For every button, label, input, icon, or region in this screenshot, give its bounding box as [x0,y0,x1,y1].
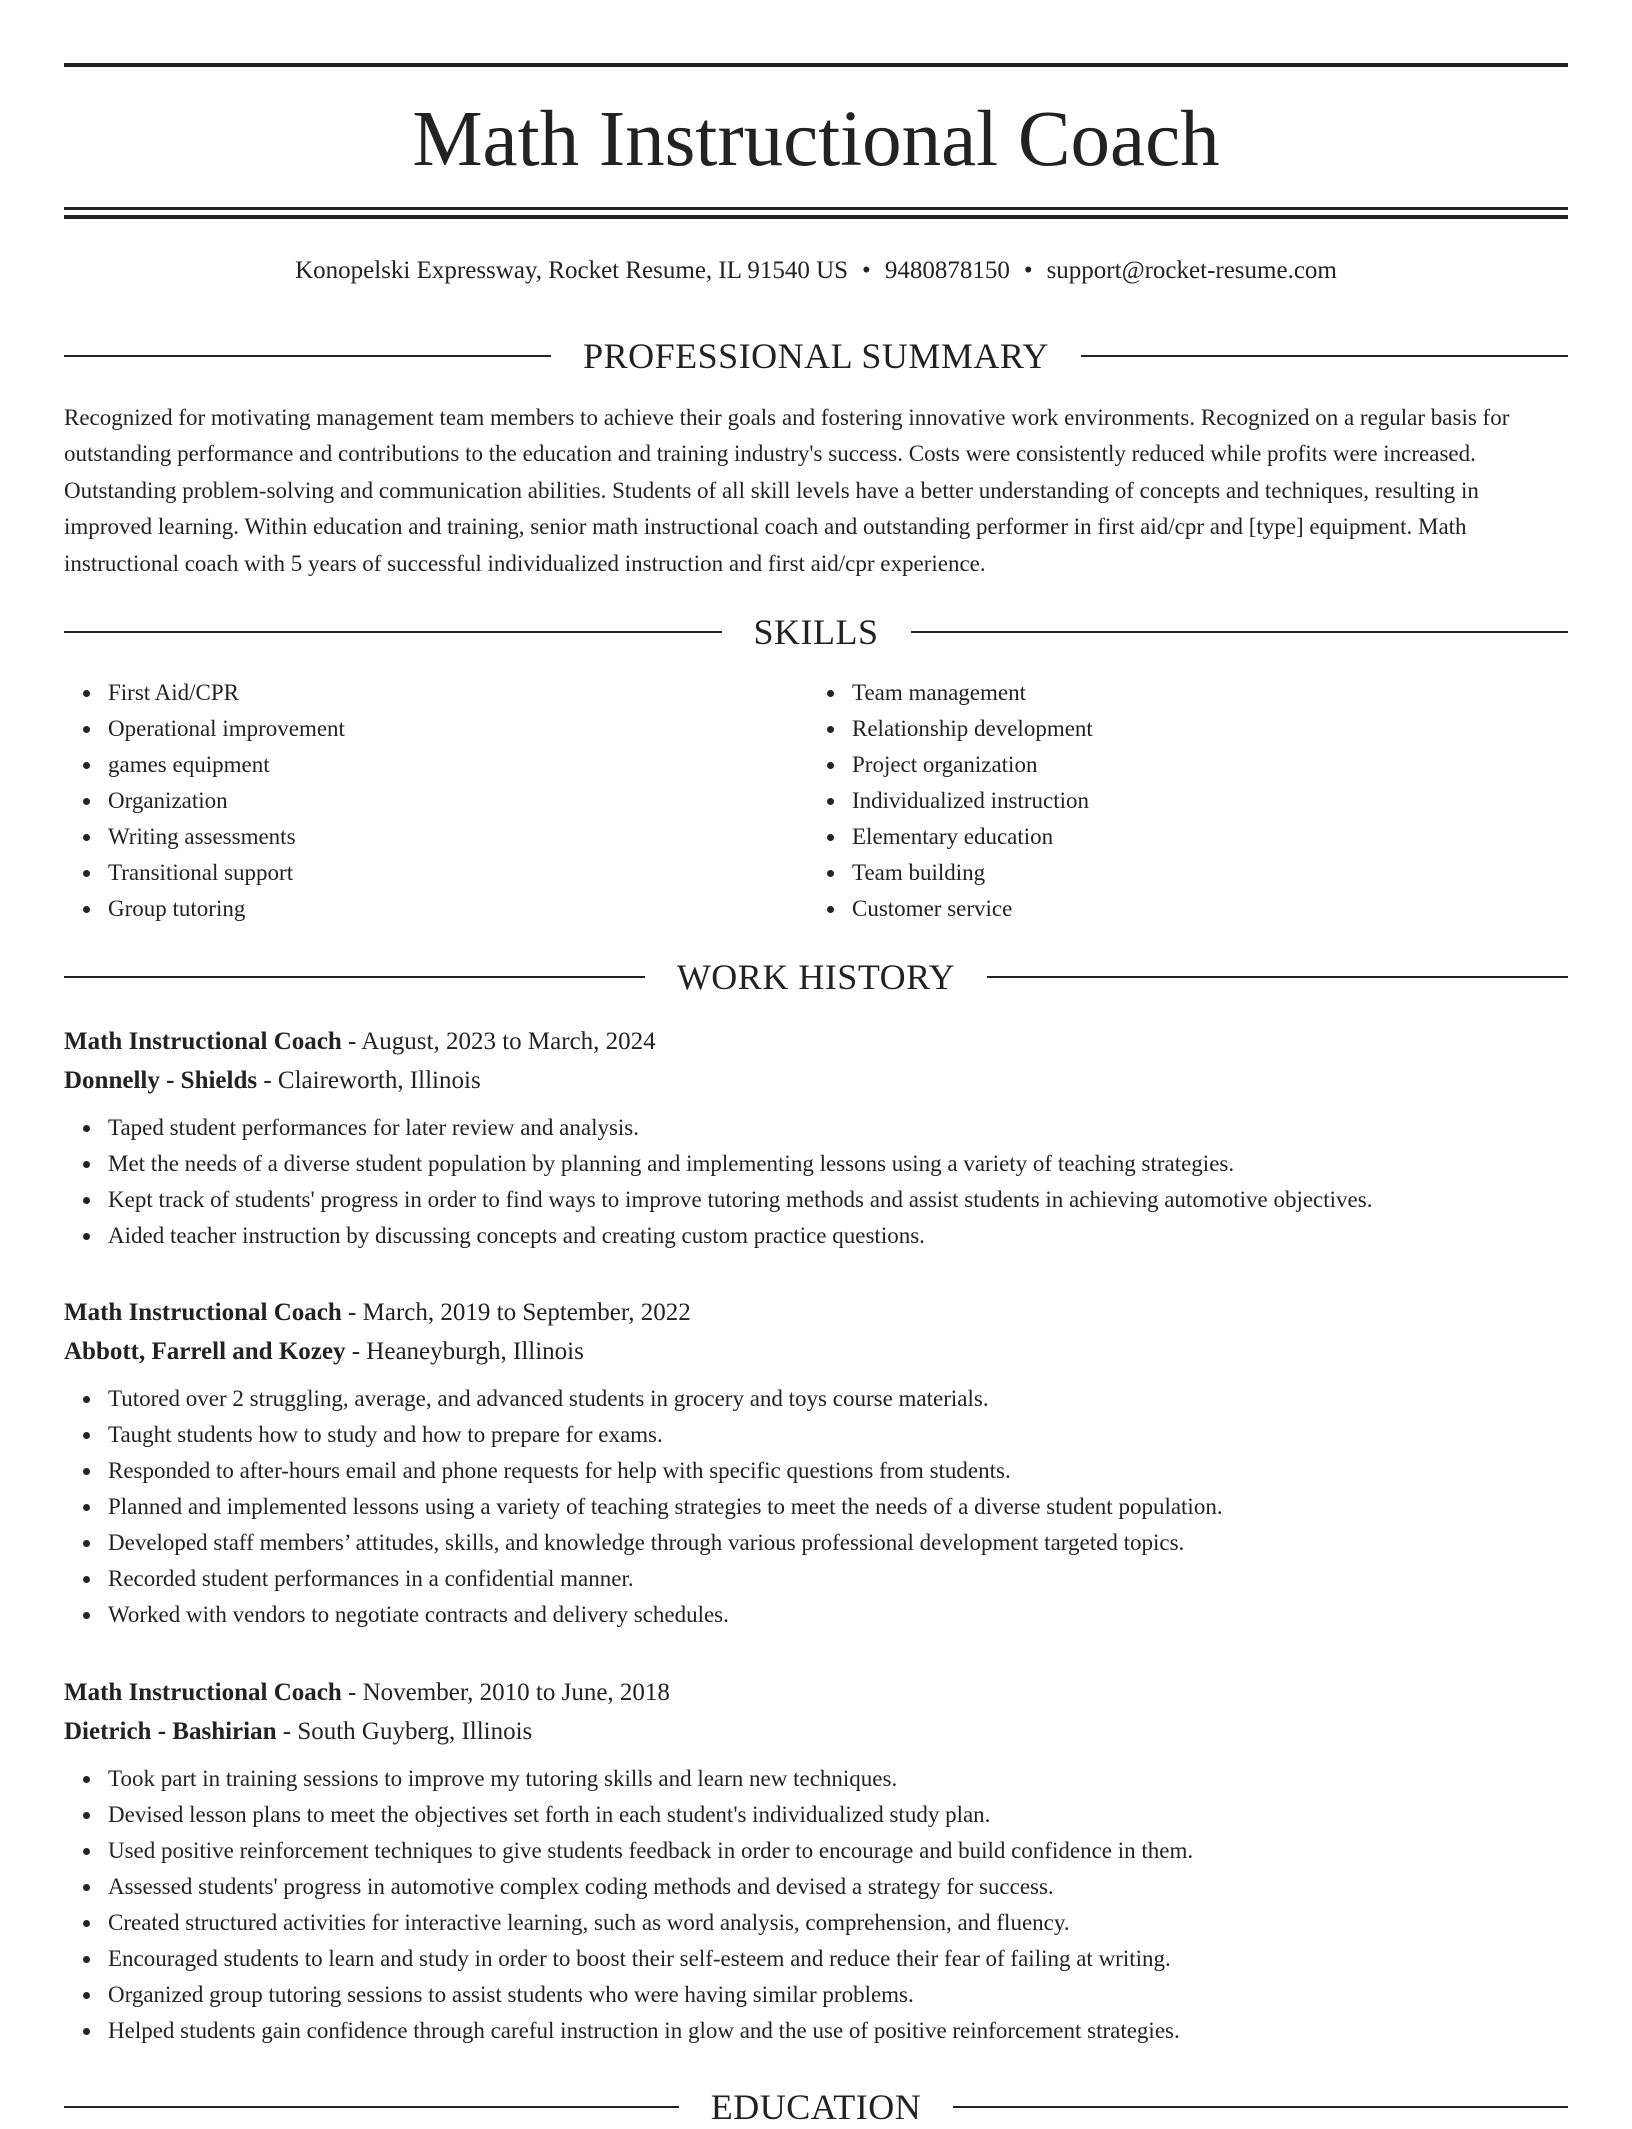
job-company-line [64,1061,1568,1100]
job-bullet: Helped students gain confidence through careful instruction in glow and the use of positive reinforcement strategies. [108,2013,1568,2049]
title-rule-upper [64,207,1568,210]
skill-item: First Aid/CPR [108,675,806,711]
skills-column-left [64,675,806,927]
job-location: - South Guyberg, Illinois [276,1718,533,1745]
skill-item: Operational improvement [108,711,806,747]
summary-heading-title: PROFESSIONAL SUMMARY [583,336,1049,376]
skill-item: Group tutoring [108,891,806,927]
job-bullet: Encouraged students to learn and study in order to boost their self-esteem and reduce their fear of failing at writing. [108,1941,1568,1977]
job-company: Donnelly - Shields [64,1067,258,1094]
job-company: Abbott, Farrell and Kozey [64,1338,346,1365]
skills-column-right [806,675,1550,927]
title-rule-lower [64,215,1568,219]
job-bullet: Aided teacher instruction by discussing concepts and creating custom practice questions. [108,1218,1568,1254]
job-title: Math Instructional Coach [64,1028,342,1055]
job-title-line [64,1293,1568,1332]
contact-email[interactable]: support@rocket-resume.com [1046,257,1337,284]
skill-item: Transitional support [108,855,806,891]
job-bullet: Tutored over 2 struggling, average, and advanced students in grocery and toys course materials. [108,1381,1568,1417]
heading-rule [64,355,551,357]
job-dates: - March, 2019 to September, 2022 [341,1299,691,1326]
skill-item: Project organization [852,747,1550,783]
skill-item: games equipment [108,747,806,783]
skill-item: Writing assessments [108,819,806,855]
education-heading [64,2085,1568,2129]
job-company: Dietrich - Bashirian [64,1718,277,1745]
contact-line [64,255,1568,287]
job-bullet: Kept track of students' progress in order to find ways to improve tutoring methods and assist students in achieving automotive objectives. [108,1182,1568,1218]
job-bullet: Created structured activities for interactive learning, such as word analysis, comprehension, and fluency. [108,1905,1568,1941]
skills-heading [64,610,1568,654]
heading-rule [987,976,1568,978]
resume-title: Math Instructional Coach [412,96,1220,183]
job-company-line [64,1332,1568,1371]
job-bullet: Worked with vendors to negotiate contracts and delivery schedules. [108,1597,1568,1633]
skill-item: Elementary education [852,819,1550,855]
job-bullet: Planned and implemented lessons using a variety of teaching strategies to meet the needs of a diverse student population. [108,1489,1568,1525]
job-bullet: Assessed students' progress in automotive complex coding methods and devised a strategy for success. [108,1869,1568,1905]
heading-rule [911,631,1569,633]
skill-item: Team management [852,675,1550,711]
contact-separator: • [862,257,871,284]
job-bullet: Took part in training sessions to improve my tutoring skills and learn new techniques. [108,1761,1568,1797]
skill-item: Team building [852,855,1550,891]
contact-separator: • [1023,257,1033,284]
job-company-line [64,1712,1568,1751]
work-history-heading-title: WORK HISTORY [676,957,956,997]
job-location: - Heaneyburgh, Illinois [345,1338,584,1365]
skill-item: Individualized instruction [852,783,1550,819]
heading-rule [953,2106,1568,2108]
job-title-line [64,1022,1568,1061]
job-title-line [64,1673,1568,1712]
job-bullet: Developed staff members’ attitudes, skills, and knowledge through various professional development targeted topics. [108,1525,1568,1561]
job-bullet: Met the needs of a diverse student population by planning and implementing lessons using a variety of teaching strategies. [108,1146,1568,1182]
job-bullets [64,1110,1568,1254]
job-location: - Claireworth, Illinois [257,1067,481,1094]
summary-heading [64,334,1568,378]
heading-rule [64,631,722,633]
skills-heading-title: SKILLS [753,612,879,652]
job-entry [64,1293,1568,1633]
job-entry [64,1673,1568,2049]
job-title: Math Instructional Coach [64,1679,342,1706]
skills-list [64,675,1568,927]
job-bullet: Devised lesson plans to meet the objectives set forth in each student's individualized study plan. [108,1797,1568,1833]
skill-item: Relationship development [852,711,1550,747]
job-bullet: Organized group tutoring sessions to assist students who were having similar problems. [108,1977,1568,2013]
heading-rule [64,2106,679,2108]
work-history-heading [64,955,1568,999]
job-title: Math Instructional Coach [64,1299,342,1326]
contact-address: Konopelski Expressway, Rocket Resume, IL 91540 US [295,257,849,284]
skill-item: Organization [108,783,806,819]
job-dates: - November, 2010 to June, 2018 [341,1679,670,1706]
job-bullet: Responded to after-hours email and phone requests for help with specific questions from students. [108,1453,1568,1489]
summary-text: Recognized for motivating management team members to achieve their goals and fostering innovative work environments. Recognized on a regular basis for outstanding performance and contributions to the education and training industry's success. Costs were consistently reduced while profits were increased. Outstanding problem-solving and communication abilities. Students of all skill levels have a better understanding of concepts and techniques, resulting in improved learning. Within education and training, senior math instructional coach and outstanding performer in first aid/cpr and [type] equipment. Math instructional coach with 5 years of successful individualized instruction and first aid/cpr experience. [64,405,1510,576]
skill-item: Customer service [852,891,1550,927]
job-bullet: Used positive reinforcement techniques to give students feedback in order to encourage and build confidence in them. [108,1833,1568,1869]
contact-phone: 9480878150 [884,257,1010,284]
job-bullet: Taped student performances for later review and analysis. [108,1110,1568,1146]
job-entry [64,1022,1568,1254]
education-heading-title: EDUCATION [710,2087,922,2127]
job-bullet: Taught students how to study and how to prepare for exams. [108,1417,1568,1453]
heading-rule [1081,355,1568,357]
top-rule [64,63,1568,67]
job-dates: - August, 2023 to March, 2024 [341,1028,656,1055]
job-bullet: Recorded student performances in a confidential manner. [108,1561,1568,1597]
job-bullets [64,1761,1568,2049]
job-bullets [64,1381,1568,1633]
heading-rule [64,976,645,978]
